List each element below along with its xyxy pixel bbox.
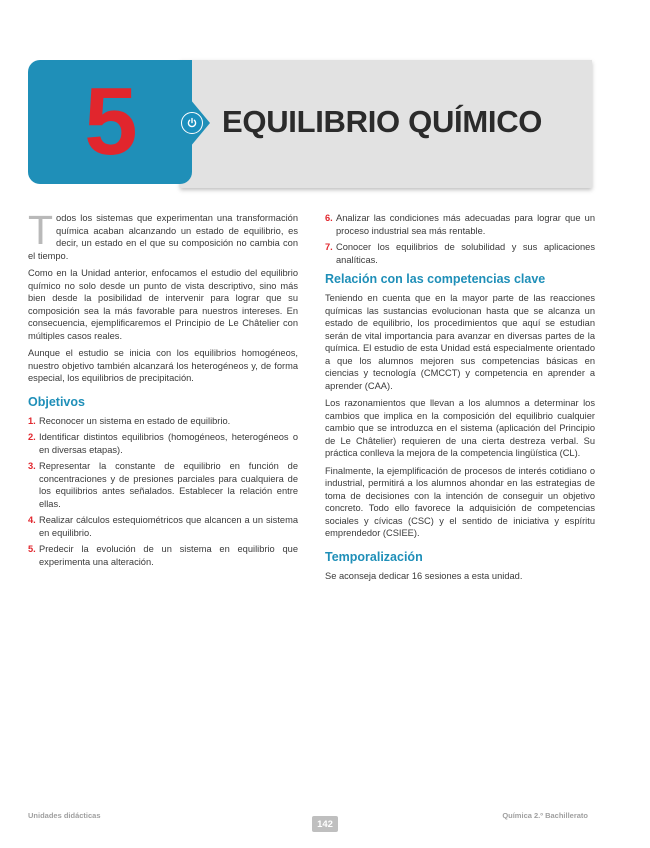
- list-item: [28, 431, 298, 456]
- list-item: [325, 241, 595, 266]
- chapter-number: 5: [84, 68, 136, 175]
- objetivos-heading: Objetivos: [28, 394, 85, 409]
- list-item: [325, 212, 595, 237]
- list-item: [28, 514, 298, 539]
- list-item: [28, 543, 298, 568]
- list-item-text: Representar la constante de equilibrio en función de concentraciones y de presiones parciales para cualquiera de los equilibrios antes señalados. Establecer la relación entre ellas.: [39, 461, 298, 509]
- list-item-number: 1.: [28, 415, 36, 426]
- intro-text-1: odos los sistemas que experimentan una transformación química acaban alcanzando un estado de equilibrio, es decir, un estado en el que su composición no cambia con el tiempo.: [28, 213, 298, 261]
- page-number: 142: [312, 816, 338, 832]
- list-item: [28, 460, 298, 510]
- list-item-number: 6.: [325, 213, 333, 223]
- list-item-text: Identificar distintos equilibrios (homogéneos, heterogéneos o en diversas etapas).: [39, 432, 298, 455]
- list-item-text: Realizar cálculos estequiométricos que alcancen a un sistema en equilibrio.: [39, 515, 298, 538]
- competencias-paragraph-3: Finalmente, la ejemplificación de procesos de interés cotidiano o industrial, permitirá a los alumnos ahondar en las estrategias de toma de decisiones con la intención de conseguir un objetivo concreto. Todo ello favorece la adquisición de competencias sociales y cívicas (CSC) y el sentido de iniciativa y espíritu emprendedor (CSIEE).: [325, 465, 595, 538]
- footer-left-label: Unidades didácticas: [28, 811, 101, 820]
- power-icon: [181, 112, 203, 134]
- competencias-paragraph-2: Los razonamientos que llevan a los alumnos a determinar los cambios que implica en la composición del equilibrio cualquier cambio que se introduzca en el sistema (aplicación del Principio de Le Châtelier) requieren de una cierta destreza verbal. Su práctica conlleva la mejora de la competencia lingüística (CL).: [325, 398, 595, 458]
- objetivos-list: [28, 415, 298, 569]
- list-item-text: Analizar las condiciones más adecuadas para lograr que un proceso industrial sea más rentable.: [336, 213, 595, 236]
- list-item-number: 4.: [28, 515, 36, 525]
- competencias-heading: Relación con las competencias clave: [325, 272, 546, 286]
- list-item-number: 7.: [325, 242, 333, 252]
- list-item-number: 2.: [28, 432, 36, 442]
- left-column: [28, 207, 298, 572]
- list-item-number: 3.: [28, 461, 36, 471]
- list-item-text: Conocer los equilibrios de solubilidad y sus aplicaciones analíticas.: [336, 242, 595, 265]
- footer-right-label: Química 2.º Bachillerato: [502, 811, 588, 820]
- chapter-title: EQUILIBRIO QUÍMICO: [222, 104, 543, 139]
- right-column: [325, 212, 595, 587]
- objetivos-list-continued: [325, 212, 595, 266]
- intro-paragraph: [28, 207, 298, 262]
- intro-paragraph-2: Como en la Unidad anterior, enfocamos el estudio del equilibrio químico no solo desde un punto de vista descriptivo, sino más bien desde la posibilidad de intervenir para lograr que su composición sea la más favorable para nuestros intereses. En consecuencia, ejemplificaremos el Principio de Le Châtelier con múltiples casos reales.: [28, 268, 298, 341]
- temporalizacion-text: Se aconseja dedicar 16 sesiones a esta unidad.: [325, 570, 523, 581]
- list-item-text: Reconocer un sistema en estado de equilibrio.: [39, 415, 231, 426]
- dropcap: T: [28, 207, 54, 253]
- list-item: [28, 415, 298, 428]
- temporalizacion-heading: Temporalización: [325, 549, 423, 564]
- list-item-text: Predecir la evolución de un sistema en equilibrio que experimenta una alteración.: [39, 544, 298, 567]
- competencias-paragraph-1: Teniendo en cuenta que en la mayor parte de las reacciones químicas las sustancias evolucionan hasta que se alcanza un estado de equilibrio, los procedimientos que aquí se estudian serán de vital importancia para avanzar en diversas partes de la química. El estudio de esta Unidad está especialmente orientado a que los alumnos mejoren sus competencias básicas en ciencias y tecnología (CMCCT) y competencia en aprender a aprender (CAA).: [325, 293, 595, 391]
- list-item-number: 5.: [28, 544, 36, 554]
- intro-paragraph-3: Aunque el estudio se inicia con los equilibrios homogéneos, nuestro objetivo también alcanzará los heterogéneos y, de forma especial, los equilibrios de precipitación.: [28, 348, 298, 383]
